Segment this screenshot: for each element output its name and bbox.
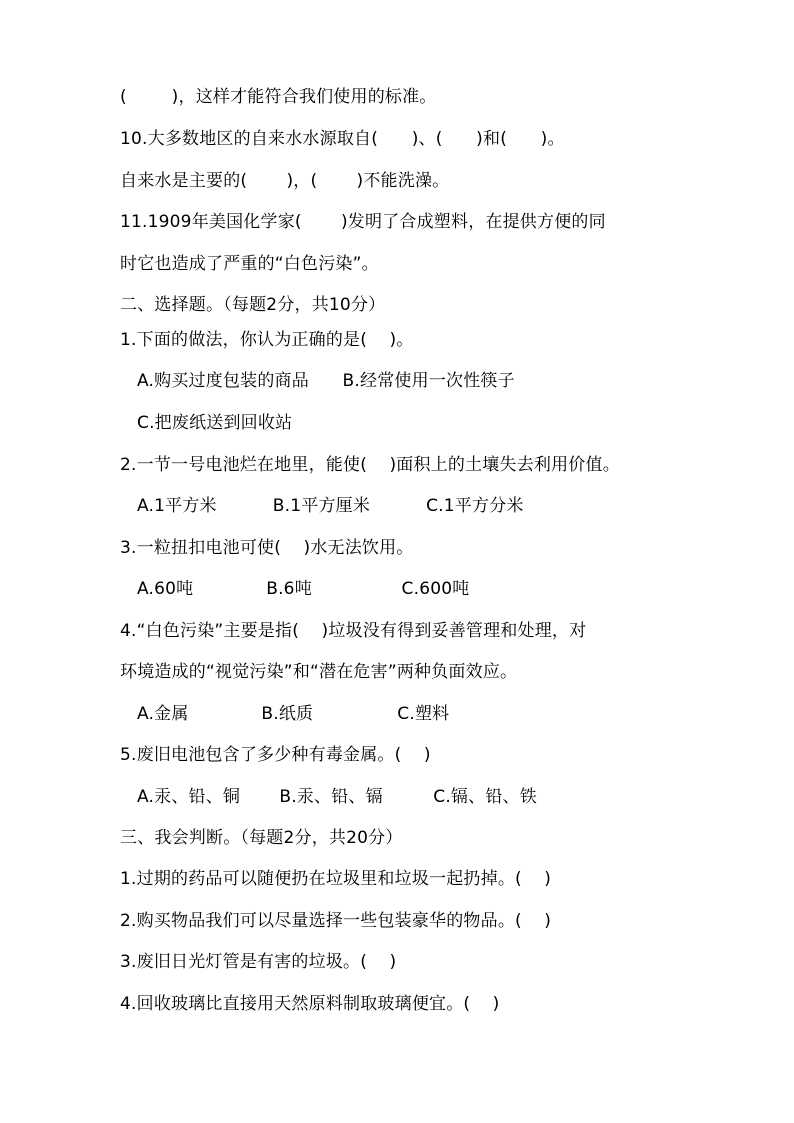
question-11: 11.1909年美国化学家( )发明了合成塑料，在提供方便的同: [120, 212, 606, 232]
question-9-continuation: ( )，这样才能符合我们使用的标准。: [120, 87, 437, 107]
choice-question-5: 5.废旧电池包含了多少种有毒金属。( ): [120, 745, 431, 765]
judge-question-1: 1.过期的药品可以随便扔在垃圾里和垃圾一起扔掉。( ): [120, 869, 552, 889]
choice-question-4-continuation: 环境造成的“视觉污染”和“潜在危害”两种负面效应。: [120, 662, 518, 682]
choice-question-1: 1.下面的做法，你认为正确的是( )。: [120, 330, 414, 350]
question-10: 10.大多数地区的自来水水源取自( )、( )和( )。: [120, 129, 565, 149]
choice-question-4-options: A.金属 B.纸质 C.塑料: [137, 704, 450, 724]
question-10-continuation: 自来水是主要的( )，( )不能洗澡。: [120, 171, 450, 191]
choice-question-1-options-ab: A.购买过度包装的商品 B.经常使用一次性筷子: [137, 371, 515, 391]
section-heading-choice: 二、选择题。（每题2分，共10分）: [120, 295, 386, 315]
choice-question-3: 3.一粒扭扣电池可使( )水无法饮用。: [120, 538, 414, 558]
choice-question-5-options: A.汞、铅、铜 B.汞、铅、镉 C.镉、铅、铁: [137, 787, 537, 807]
question-11-continuation: 时它也造成了严重的“白色污染”。: [120, 254, 379, 274]
judge-question-2: 2.购买物品我们可以尽量选择一些包装豪华的物品。( ): [120, 911, 552, 931]
section-heading-judge: 三、我会判断。（每题2分，共20分）: [120, 828, 403, 848]
choice-question-2-options: A.1平方米 B.1平方厘米 C.1平方分米: [137, 496, 524, 516]
choice-question-3-options: A.60吨 B.6吨 C.600吨: [137, 579, 470, 599]
judge-question-4: 4.回收玻璃比直接用天然原料制取玻璃便宜。( ): [120, 994, 500, 1014]
choice-question-2: 2.一节一号电池烂在地里，能使( )面积上的土壤失去利用价值。: [120, 455, 620, 475]
choice-question-1-option-c: C.把废纸送到回收站: [137, 413, 293, 433]
judge-question-3: 3.废旧日光灯管是有害的垃圾。( ): [120, 952, 397, 972]
choice-question-4: 4.“白色污染”主要是指( )垃圾没有得到妥善管理和处理，对: [120, 621, 587, 641]
